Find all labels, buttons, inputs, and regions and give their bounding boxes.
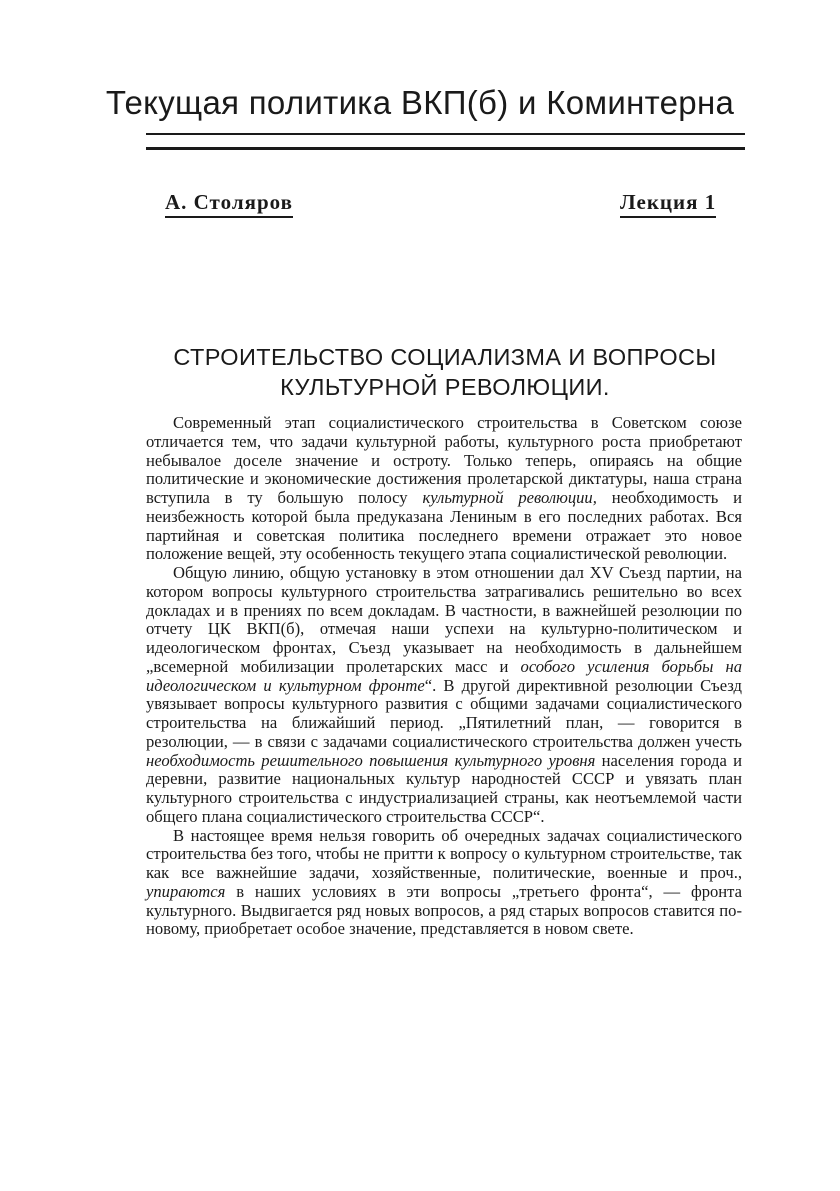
paragraph-2 (146, 564, 742, 827)
paragraph-2-emphasis-a: особого усиления борьбы на идеологическом и культурном фронте (146, 656, 743, 695)
header-rule-thick (146, 147, 745, 150)
paragraph-1 (146, 414, 742, 564)
paragraph-2-text-b: “. В другой директивной резолюции Съезд увязывает вопросы культурного развития с общими задачами социалистического строительства на ближайший период. „Пятилетний план, — говорится в резолюции, — в связи с задачами социалистического строительства должен учесть (146, 675, 742, 751)
article-title (140, 342, 750, 402)
article-title-line-1: СТРОИТЕЛЬСТВО СОЦИАЛИЗМА И ВОПРОСЫ (173, 344, 717, 370)
paragraph-2-text-c: населения города и деревни, развитие национальных культур народностей СССР и увязать план культурного строительства с индустриализацией страны, как неотъемлемой части общего плана социалистического строительства СССР“. (146, 750, 743, 826)
running-title: Текущая политика ВКП(б) и Коминтерна (105, 84, 735, 121)
paragraph-1-emphasis: культурной революции, (422, 488, 597, 507)
header-rule-thin (146, 133, 745, 135)
article-body (146, 414, 742, 939)
paragraph-2-emphasis-b: необходимость решительного повышения культурного уровня (146, 750, 596, 770)
paragraph-3 (146, 827, 742, 940)
paragraph-3-text-b: в наших условиях в эти вопросы „третьего фронта“, — фронта культурного. Выдвигается ряд новых вопросов, а ряд старых вопросов ставится по-новому, приобретает особое значение, представляется в новом свете. (146, 881, 742, 939)
paragraph-3-text-a: В настоящее время нельзя говорить об очередных задачах социалистического строительства без того, чтобы не притти к вопросу о культурном строительстве, так как все важнейшие задачи, хозяйственные, политические, военные и проч., (146, 825, 742, 882)
article-title-line-2: КУЛЬТУРНОЙ РЕВОЛЮЦИИ. (280, 374, 610, 400)
author-name: А. Столяров (165, 190, 293, 218)
lecture-number: Лекция 1 (620, 190, 716, 218)
paragraph-3-emphasis: упираются (146, 881, 226, 901)
paragraph-1-text-a: Современный этап социалистического строительства в Советском союзе отличается тем, что задачи культурной работы, культурного роста приобретают небывалое доселе значение и остроту. Только теперь, опираясь на общие политические и экономические достижения пролетарской диктатуры, наша страна вступила в ту большую полосу (146, 413, 742, 507)
paragraph-1-text-b: необходимость и неизбежность которой была предуказана Лениным в его последних работах. Вся партийная и советская политика последнего времени отражает это новое положение вещей, эту особенность текущего этапа социалистической революции. (146, 488, 742, 564)
paragraph-2-text-a: Общую линию, общую установку в этом отношении дал XV Съезд партии, на котором вопросы культурного строительства затрагивались решительно во всех докладах и в прениях по всем докладам. В частности, в важнейшей резолюции по отчету ЦК ВКП(б), отмечая наши успехи на культурно-политическом и идеологическом фронтах, Съезд указывает на необходимость в дальнейшем „всемерной мобилизации пролетарских масс и (146, 563, 742, 676)
